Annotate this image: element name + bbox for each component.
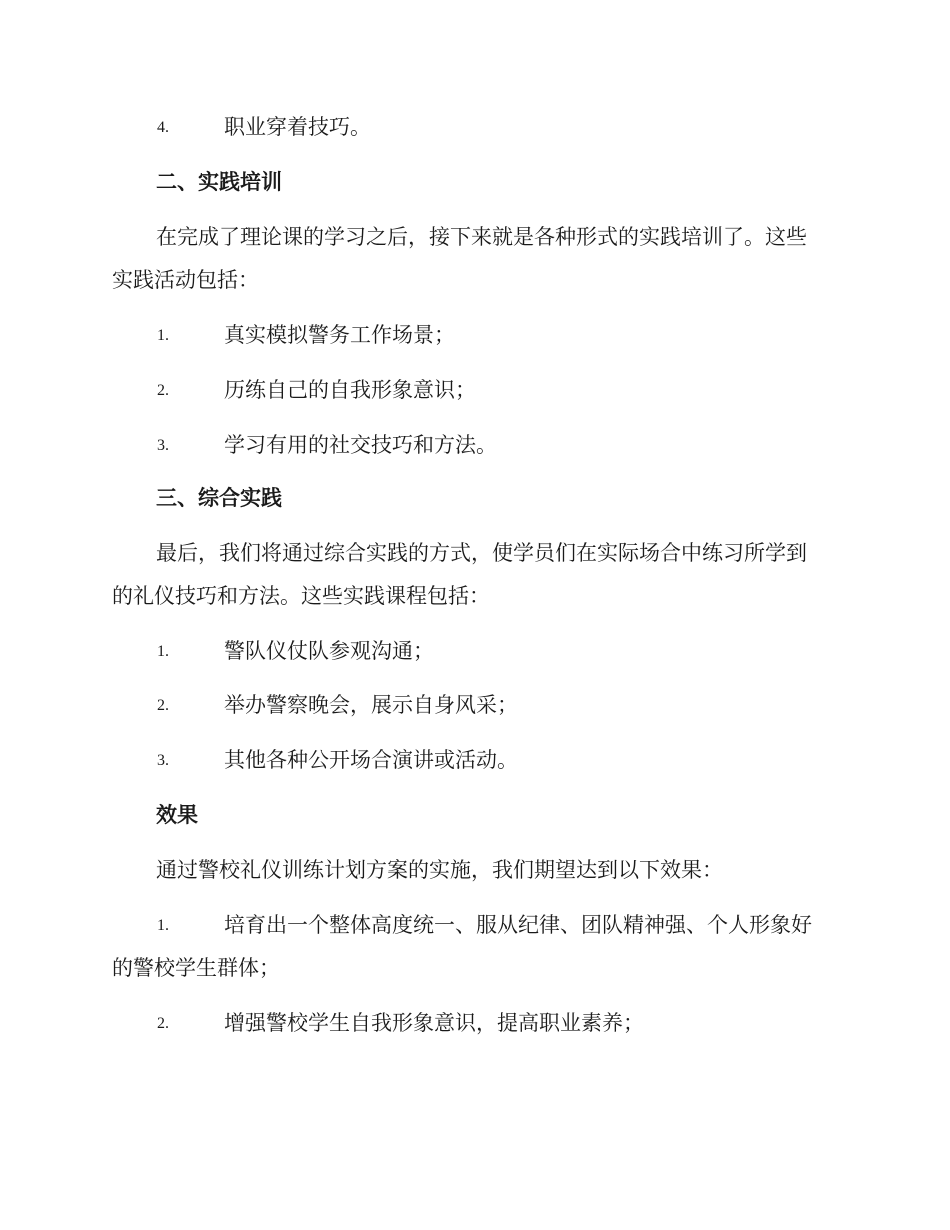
list-number: 4. [157, 119, 169, 136]
section-heading-comprehensive: 三、综合实践 [156, 486, 282, 510]
list-item: 职业穿着技巧。 [224, 115, 371, 139]
paragraph-line: 在完成了理论课的学习之后，接下来就是各种形式的实践培训了。这些 [156, 225, 807, 249]
section-heading-effects: 效果 [156, 803, 198, 827]
list-number: 3. [157, 752, 169, 769]
list-number: 2. [157, 1015, 169, 1032]
list-number: 2. [157, 382, 169, 399]
paragraph-line: 实践活动包括： [112, 268, 259, 292]
list-item-continuation: 的警校学生群体； [112, 956, 280, 980]
list-item: 警队仪仗队参观沟通； [224, 639, 434, 663]
list-item: 真实模拟警务工作场景； [224, 323, 455, 347]
list-number: 2. [157, 697, 169, 714]
list-item: 培育出一个整体高度统一、服从纪律、团队精神强、个人形象好 [224, 913, 812, 937]
list-number: 1. [157, 917, 169, 934]
list-item: 举办警察晚会，展示自身风采； [224, 693, 518, 717]
list-item: 其他各种公开场合演讲或活动。 [224, 748, 518, 772]
paragraph-line: 通过警校礼仪训练计划方案的实施，我们期望达到以下效果： [156, 858, 723, 882]
list-item: 学习有用的社交技巧和方法。 [224, 433, 497, 457]
paragraph-line: 最后，我们将通过综合实践的方式，使学员们在实际场合中练习所学到 [156, 541, 807, 565]
list-number: 1. [157, 643, 169, 660]
list-number: 3. [157, 437, 169, 454]
paragraph-line: 的礼仪技巧和方法。这些实践课程包括： [112, 584, 490, 608]
list-number: 1. [157, 327, 169, 344]
list-item: 增强警校学生自我形象意识，提高职业素养； [224, 1011, 644, 1035]
section-heading-practice: 二、实践培训 [156, 170, 282, 194]
list-item: 历练自己的自我形象意识； [224, 378, 476, 402]
